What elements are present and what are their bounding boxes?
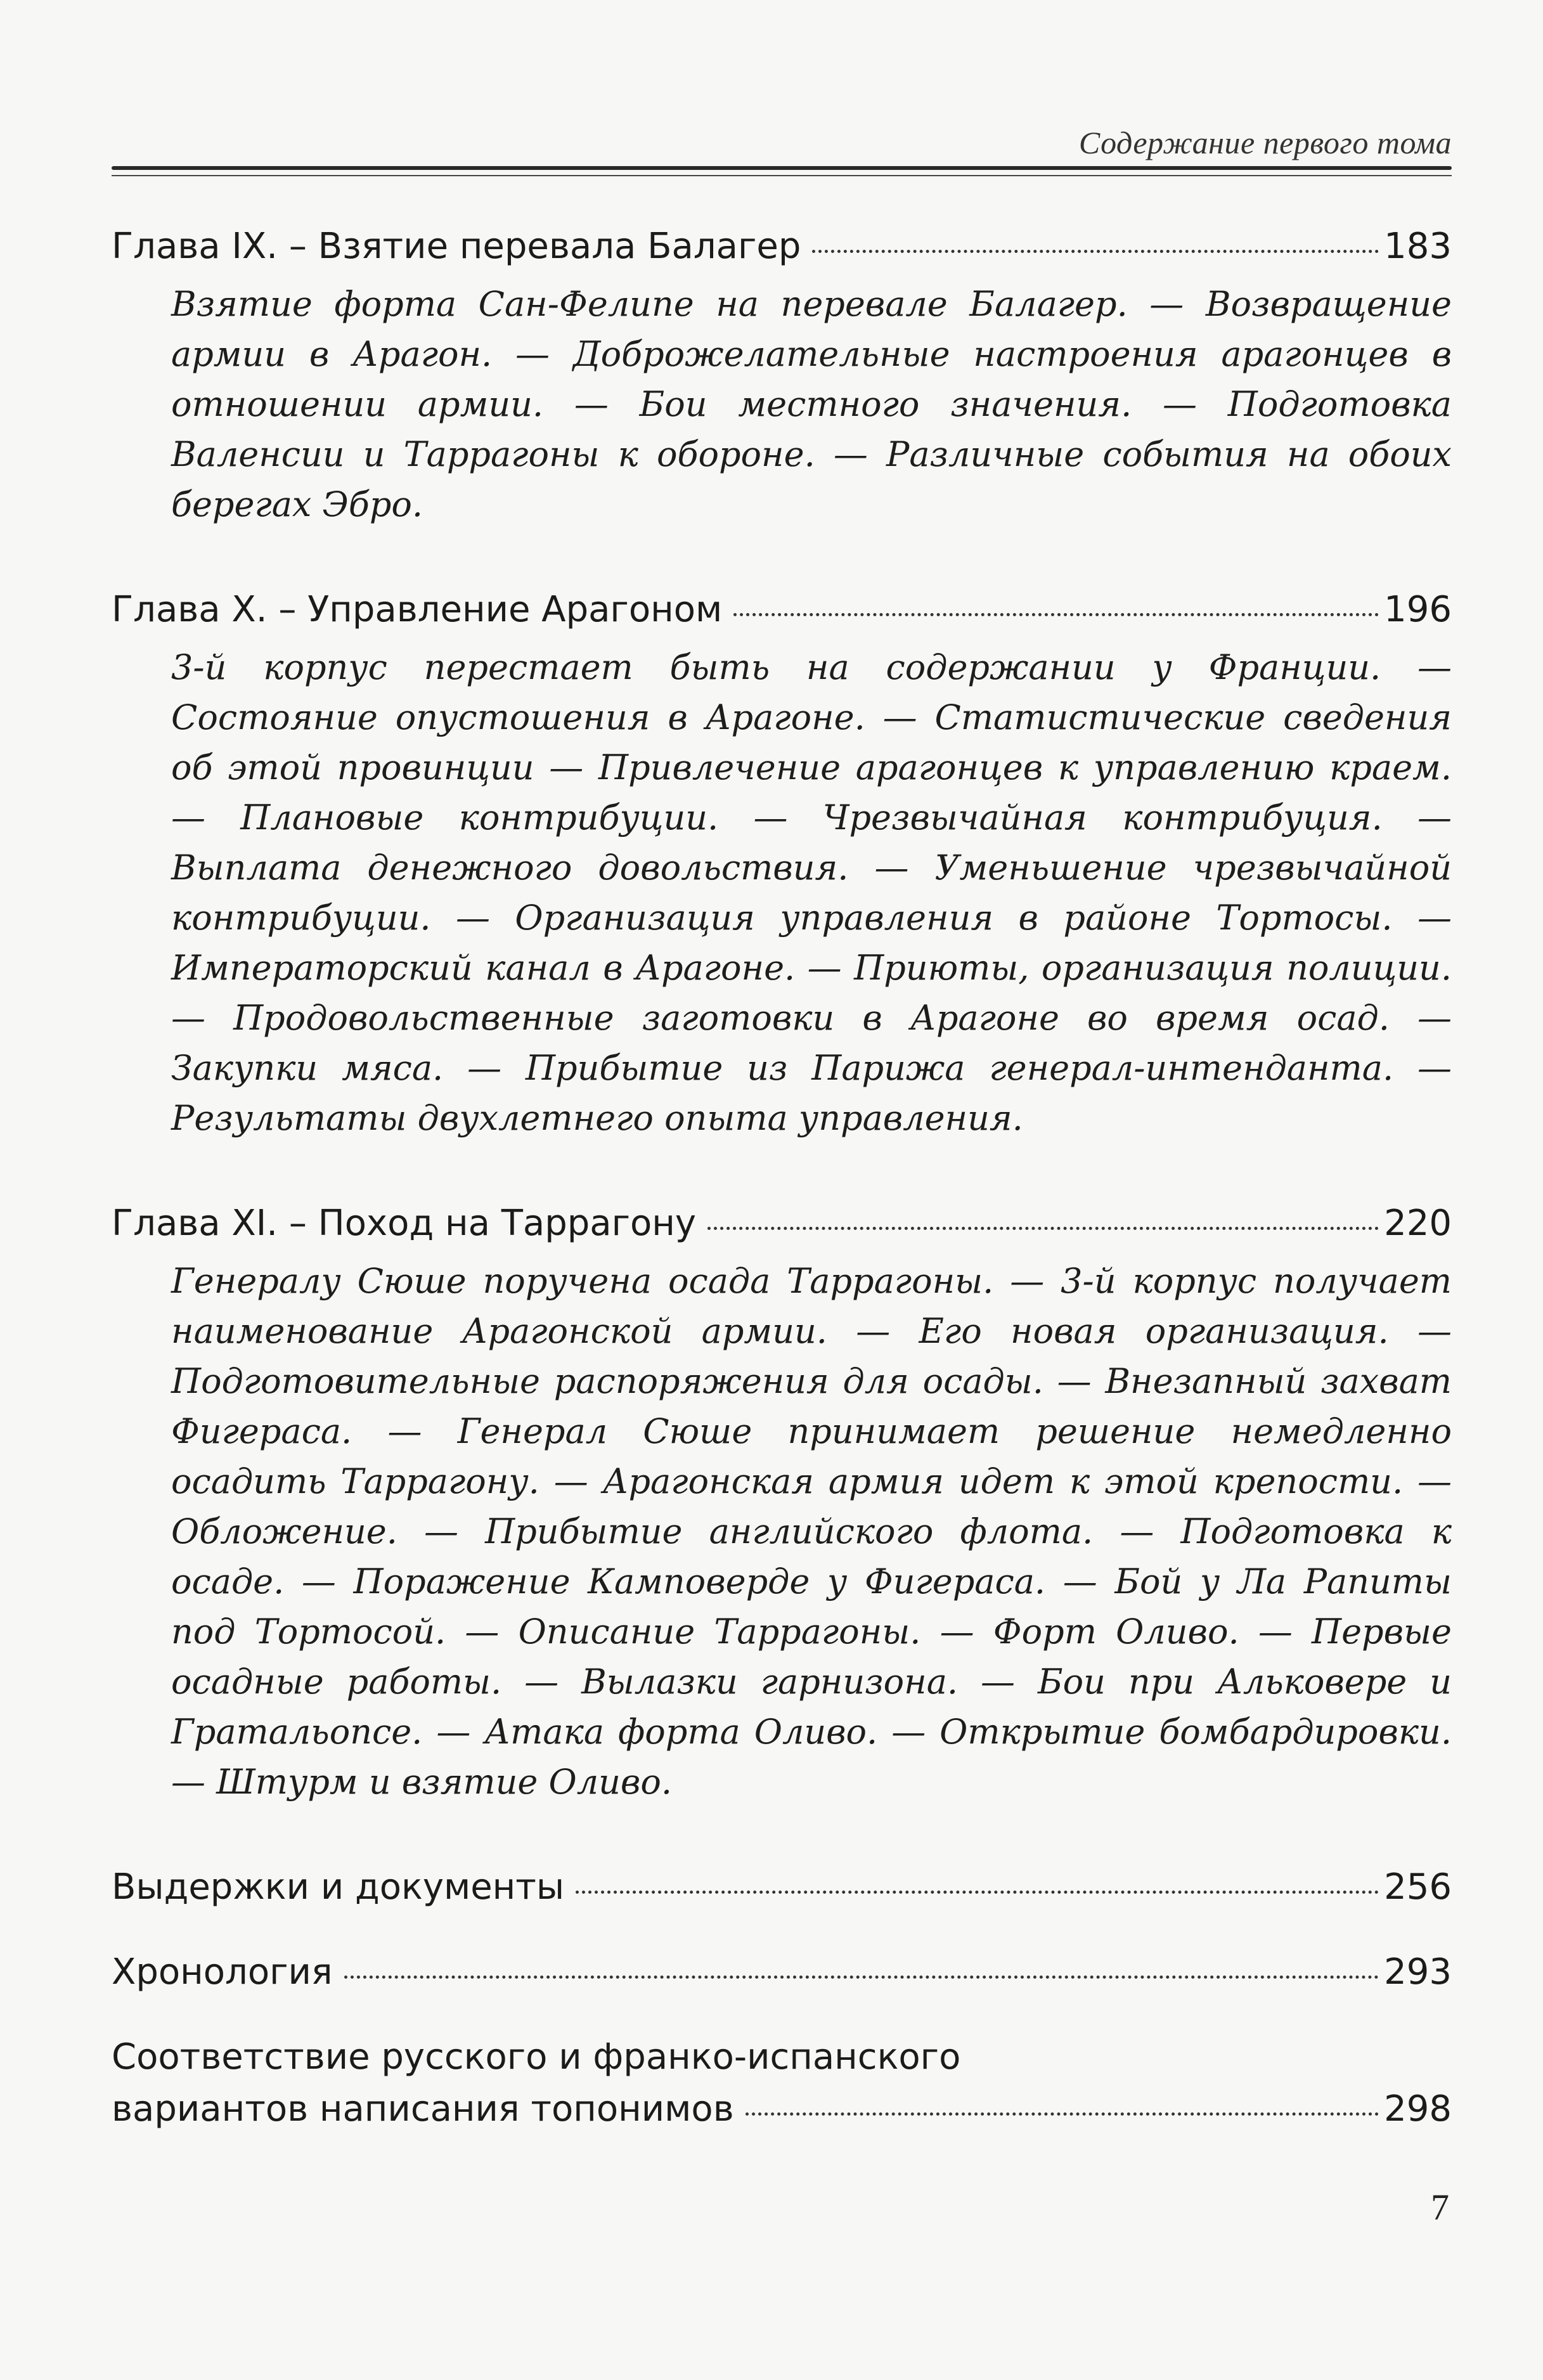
- toc-entry-chapter-10[interactable]: [112, 584, 1452, 636]
- page-number: 7: [1431, 2187, 1449, 2228]
- chapter-10-summary: 3-й корпус перестает быть на содержании у Франции. — Состояние опустошения в Арагоне. — Статистические сведения об этой провинции — Привлечение арагонцев к управлению краем. — Плановые контрибуции. — Чрезвычайная контрибуция. — Выплата денежного довольствия. — Уменьшение чрезвычайной контрибуции. — Организация управления в районе Тортосы. — Императорский канал в Арагоне. — Приюты, организация полиции. — Продовольственные заготовки в Арагоне во время осад. — Закупки мяса. — Прибытие из Парижа генерал-интенданта. — Результаты двухлетнего опыта управления.: [171, 647, 1452, 1138]
- chapter-11-summary: Генералу Сюше поручена осада Таррагоны. — 3-й корпус получает наименование Арагонской армии. — Его новая организация. — Подготовительные распоряжения для осады. — Внезапный захват Фигераса. — Генерал Сюше принимает решение немедленно осадить Таррагону. — Арагонская армия идет к этой крепости. — Обложение. — Прибытие английского флота. — Подготовка к осаде. — Поражение Камповерде у Фигераса. — Бой у Ла Рапиты под Тортосой. — Описание Таррагоны. — Форт Оливо. — Первые осадные работы. — Вылазки гарнизона. — Бои при Альковере и Гратальопсе. — Атака форта Оливо. — Открытие бомбардировки. — Штурм и взятие Оливо.: [171, 1261, 1452, 1802]
- toc-entry-chapter-11[interactable]: [112, 1198, 1452, 1250]
- toc-entry-extracts[interactable]: [112, 1861, 1452, 1913]
- dot-leader: [812, 250, 1379, 253]
- toc-entry-title: Глава X. – Управление Арагоном: [112, 589, 723, 630]
- dot-leader: [576, 1891, 1379, 1894]
- table-of-contents: [112, 221, 1452, 2135]
- toc-entry-title: Глава XI. – Поход на Таррагону: [112, 1203, 697, 1244]
- toc-entry-page: 183: [1384, 226, 1452, 267]
- chapter-9-summary: Взятие форта Сан-Фелипе на перевале Балагер. — Возвращение армии в Арагон. — Доброжелательные настроения арагонцев в отношении армии. — Бои местного значения. — Подготовка Валенсии и Таррагоны к обороне. — Различные события на обоих берегах Эбро.: [171, 284, 1452, 524]
- running-title: Содержание первого тома: [1078, 125, 1452, 160]
- toc-entry-page: 293: [1384, 1951, 1452, 1993]
- toc-entry-page: 256: [1384, 1866, 1452, 1908]
- toc-entry-chronology[interactable]: [112, 1946, 1452, 1998]
- toc-entry-toponyms[interactable]: [112, 2083, 1452, 2135]
- toc-entry-page: 220: [1384, 1203, 1452, 1244]
- dot-leader: [707, 1227, 1379, 1230]
- header-rule-thin: [112, 175, 1452, 176]
- toc-entry-title: Глава IX. – Взятие перевала Балагер: [112, 226, 801, 267]
- toc-entry-title: вариантов написания топонимов: [112, 2088, 734, 2130]
- toc-entry-page: 196: [1384, 589, 1452, 630]
- toc-entry-chapter-9[interactable]: [112, 221, 1452, 273]
- toc-entry-title: Хронология: [112, 1951, 333, 1993]
- toc-entry-title: Выдержки и документы: [112, 1866, 565, 1908]
- toc-entry-toponyms-line1[interactable]: Соответствие русского и франко-испанского: [112, 2036, 961, 2078]
- dot-leader: [746, 2112, 1379, 2116]
- dot-leader: [733, 613, 1379, 616]
- toc-entry-page: 298: [1384, 2088, 1452, 2130]
- dot-leader: [344, 1976, 1379, 1979]
- header-rule-thick: [112, 166, 1452, 170]
